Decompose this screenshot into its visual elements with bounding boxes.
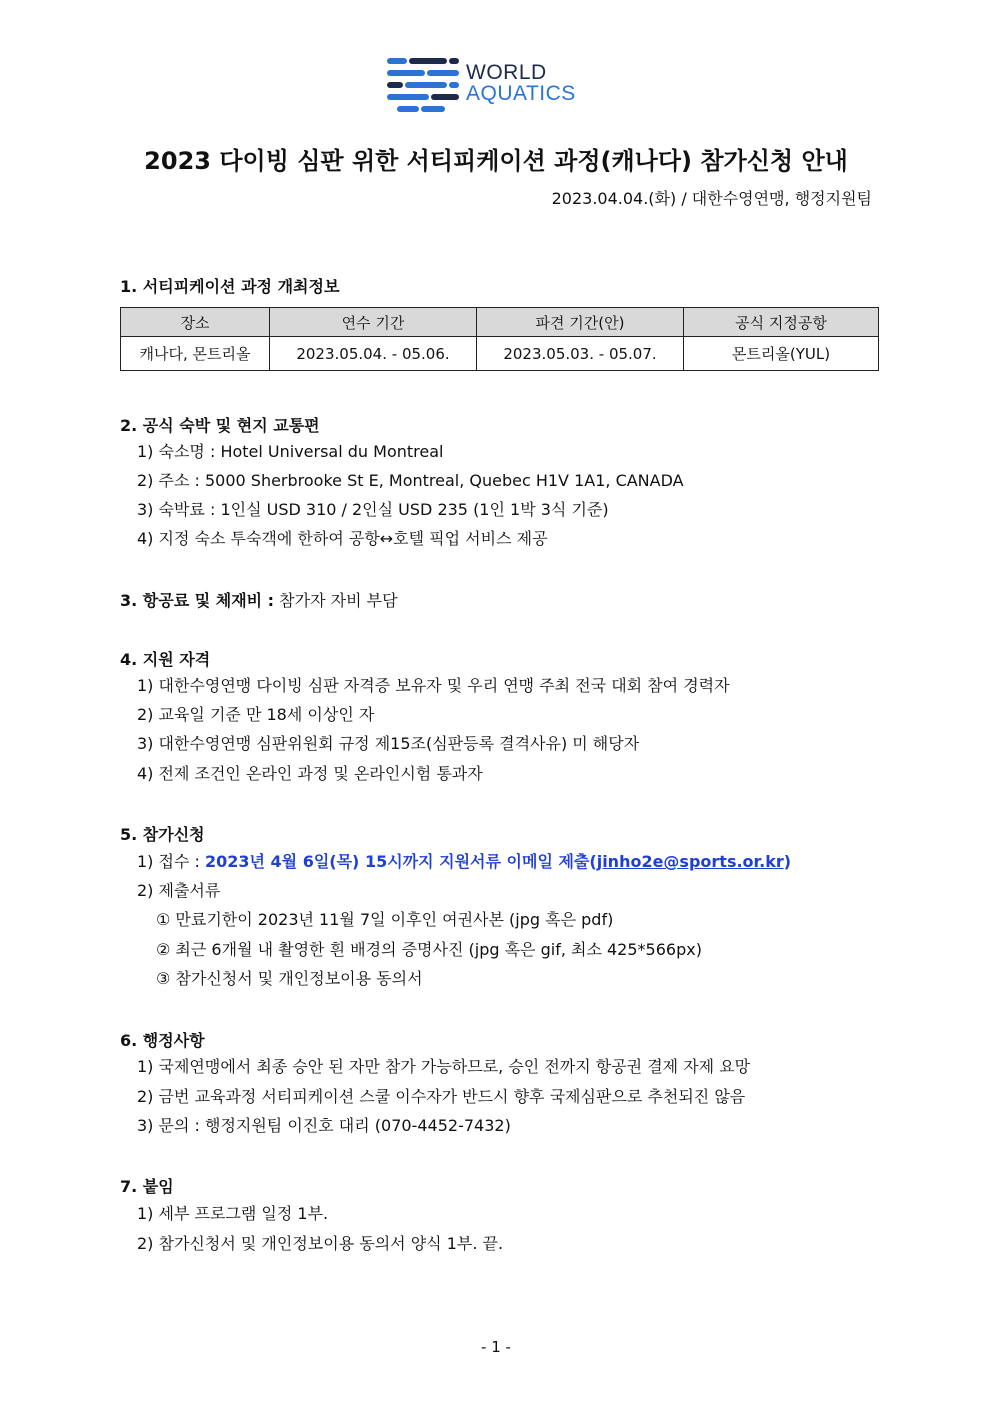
list-item: 3) 숙박료 : 1인실 USD 310 / 2인실 USD 235 (1인 1박 3식 기준): [137, 500, 609, 519]
section-6-title: 6. 행정사항: [120, 1031, 205, 1050]
section-5-title: 5. 참가신청: [120, 825, 205, 844]
list-item: 1) 국제연맹에서 최종 승안 된 자만 참가 가능하므로, 승인 전까지 항공권 결제 자제 요망: [137, 1057, 751, 1076]
event-info-table: [120, 307, 879, 371]
list-item: 2) 주소 : 5000 Sherbrooke St E, Montreal, Quebec H1V 1A1, CANADA: [137, 471, 684, 490]
section-1-title: 1. 서티피케이션 과정 개최정보: [120, 277, 340, 296]
section-7-title: 7. 붙임: [120, 1177, 174, 1196]
section-2-title: 2. 공식 숙박 및 현지 교통편: [120, 416, 320, 435]
table-cell: 몬트리올(YUL): [684, 337, 879, 371]
table-cell: 2023.05.04. - 05.06.: [270, 337, 477, 371]
table-row: [121, 337, 879, 371]
sub-list-item: ② 최근 6개월 내 촬영한 흰 배경의 증명사진 (jpg 혹은 gif, 최소 425*566px): [156, 940, 702, 959]
document-date-issuer: 2023.04.04.(화) / 대한수영연맹, 행정지원팀: [551, 189, 872, 208]
section-4-title: 4. 지원 자격: [120, 650, 211, 669]
list-item: [137, 851, 791, 873]
world-aquatics-logo-icon: [386, 56, 462, 114]
list-item: 4) 지정 숙소 투숙객에 한하여 공항↔호텔 픽업 서비스 제공: [137, 529, 548, 548]
list-item: 3) 대한수영연맹 심판위원회 규정 제15조(심판등록 결격사유) 미 해당자: [137, 734, 640, 753]
list-item: 1) 대한수영연맹 다이빙 심판 자격증 보유자 및 우리 연맹 주최 전국 대회 참여 경력자: [137, 676, 730, 695]
page-number: - 1 -: [481, 1338, 511, 1356]
list-item: 4) 전제 조건인 온라인 과정 및 온라인시험 통과자: [137, 764, 483, 783]
section-3-line: [120, 588, 398, 611]
sub-list-item: ① 만료기한이 2023년 11월 7일 이후인 여권사본 (jpg 혹은 pdf): [156, 910, 614, 929]
list-item: 1) 숙소명 : Hotel Universal du Montreal: [137, 442, 444, 461]
section-3-text: 참가자 자비 부담: [274, 591, 398, 610]
table-cell: 2023.05.03. - 05.07.: [477, 337, 684, 371]
list-item: 1) 세부 프로그램 일정 1부.: [137, 1204, 329, 1223]
logo-text-aquatics: AQUATICS: [466, 82, 576, 105]
submission-close-paren: ): [783, 852, 792, 871]
email-link[interactable]: jinho2e@sports.or.kr: [596, 852, 784, 871]
section-3-title: 3. 항공료 및 체재비 :: [120, 591, 275, 610]
world-aquatics-logo: [386, 56, 616, 114]
submission-label: 1) 접수 :: [137, 852, 205, 871]
list-item: 2) 교육일 기준 만 18세 이상인 자: [137, 705, 375, 724]
table-cell: 캐나다, 몬트리올: [121, 337, 270, 371]
table-header-row: [121, 308, 879, 337]
table-header-cell: 공식 지정공항: [684, 308, 879, 337]
list-item: 3) 문의 : 행정지원팀 이진호 대리 (070-4452-7432): [137, 1116, 511, 1135]
list-item: 2) 참가신청서 및 개인정보이용 동의서 양식 1부. 끝.: [137, 1234, 504, 1253]
submission-deadline: 2023년 4월 6일(목) 15시까지 지원서류 이메일 제출(: [204, 852, 597, 871]
table-header-cell: 장소: [121, 308, 270, 337]
document-title: 2023 다이빙 심판 위한 서티피케이션 과정(캐나다) 참가신청 안내: [144, 147, 848, 175]
list-item: 2) 금번 교육과정 서티피케이션 스쿨 이수자가 반드시 향후 국제심판으로 추천되진 않음: [137, 1087, 746, 1106]
table-header-cell: 파견 기간(안): [477, 308, 684, 337]
logo-text-world: WORLD: [466, 61, 547, 84]
list-item: 2) 제출서류: [137, 881, 221, 900]
table-header-cell: 연수 기간: [270, 308, 477, 337]
sub-list-item: ③ 참가신청서 및 개인정보이용 동의서: [156, 969, 423, 988]
